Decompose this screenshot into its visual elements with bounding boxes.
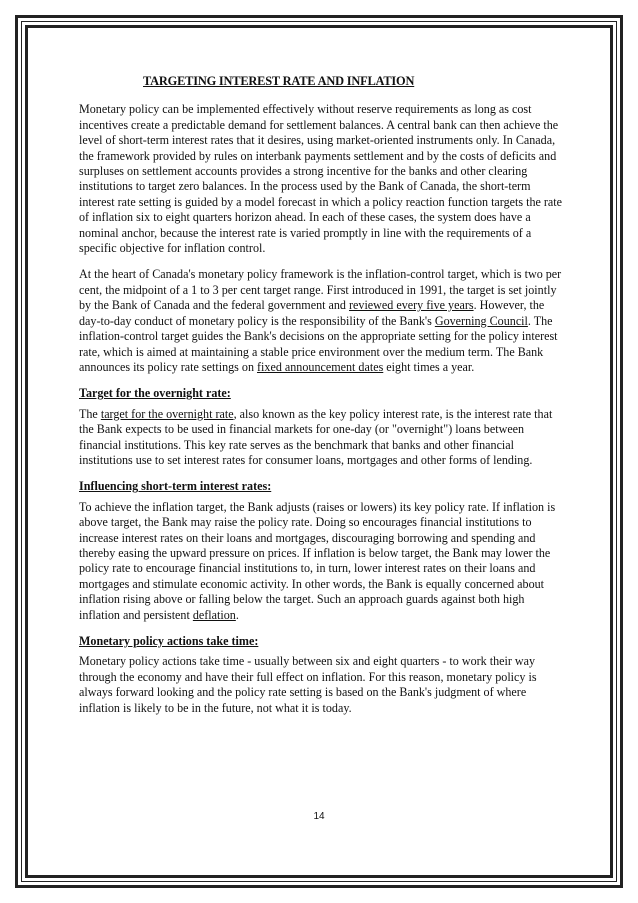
- link-target-overnight-rate[interactable]: target for the overnight rate: [100, 406, 234, 421]
- paragraph-intro: Monetary policy can be implemented effectively without reserve requirements as long as cost incentives create a predictable demand for settlement balances. A central bank can then achieve the level of short-term interest rates that it desires, using market-oriented instruments only. In Canada, the framework provided by rules on interbank payments settlement and by the costs of deficits and surpluses on settlement accounts provides a strong incentive for the banks and other clearing institutions to target zero balances. In the process used by the Bank of Canada, the short-term interest rate setting is guided by a model forecast in which a policy reaction function targets the rate of inflation six to eight quarters horizon ahead. In each of these cases, the system does have a nominal anchor, because the interest rate is varied promptly in line with the requirements of a specific objective for inflation control.: [79, 102, 563, 256]
- paragraph-actions-take-time: Monetary policy actions take time - usually between six and eight quarters - to work their way through the economy and have their full effect on inflation. For this reason, monetary policy is always forward looking and the policy rate setting is based on the Bank's judgment of where inflation is likely to be in the future, not what it is today.: [79, 654, 537, 715]
- heading-actions-take-time: Monetary policy actions take time:: [79, 634, 259, 648]
- page-title: TARGETING INTEREST RATE AND INFLATION: [143, 74, 415, 88]
- link-deflation[interactable]: deflation: [192, 607, 236, 622]
- page-number: 14: [313, 811, 325, 822]
- text-run: At the heart of Canada's monetary policy framework is the inflation-control target, which is two per cent, the midpoint of a 1 to 3 per cent target range. First introduced in 1991, the target is set jointly by the Bank of Canada and the federal government and: [79, 267, 562, 313]
- paragraph-framework: [79, 267, 565, 375]
- heading-influencing-rates: Influencing short-term interest rates:: [79, 479, 272, 494]
- heading-overnight-rate: Target for the overnight rate:: [79, 386, 231, 401]
- text-run: eight times a year.: [383, 359, 475, 374]
- text-run: The: [79, 406, 101, 421]
- text-run: , also known as the key policy interest rate, is the interest rate that the Bank expects to be used in financial markets for one-day (or "overnight") loans between financial institutions. This key rate serves as the benchmark that banks and other financial institutions use to set interest rates for consumer loans, mortgages and other forms of lending.: [79, 406, 553, 467]
- text-run: To achieve the inflation target, the Bank adjusts (raises or lowers) its key policy rate. If inflation is above target, the Bank may raise the policy rate. Doing so encourages financial institutions to increase interest rates on their loans and mortgages, discouraging borrowing and spending and thereby easing the upward pressure on prices. If inflation is below target, the Bank may lower the policy rate to encourage financial institutions to, in turn, lower interest rates on their loans and mortgages and stimulate economic activity. In other words, the Bank is equally concerned about inflation rising above or falling below the target. Such an approach guards against both high inflation and persistent: [79, 499, 556, 622]
- link-fixed-announcement-dates[interactable]: fixed announcement dates: [257, 359, 384, 374]
- link-reviewed-every-five-years[interactable]: reviewed every five years: [349, 298, 474, 313]
- paragraph-overnight-rate: [79, 407, 565, 469]
- text-run: . However, the day-to-day conduct of monetary policy is the responsibility of the Bank's: [79, 298, 545, 328]
- paragraph-influencing-rates: [79, 500, 565, 623]
- link-governing-council[interactable]: Governing Council: [434, 313, 528, 328]
- text-run: . The inflation-control target guides the Bank's decisions on the appropriate setting for the policy interest rate, which is aimed at maintaining a stable price environment over the medium term. The Bank announces its policy rate settings on: [79, 313, 558, 374]
- document-body: [79, 74, 565, 727]
- text-run: .: [235, 607, 239, 622]
